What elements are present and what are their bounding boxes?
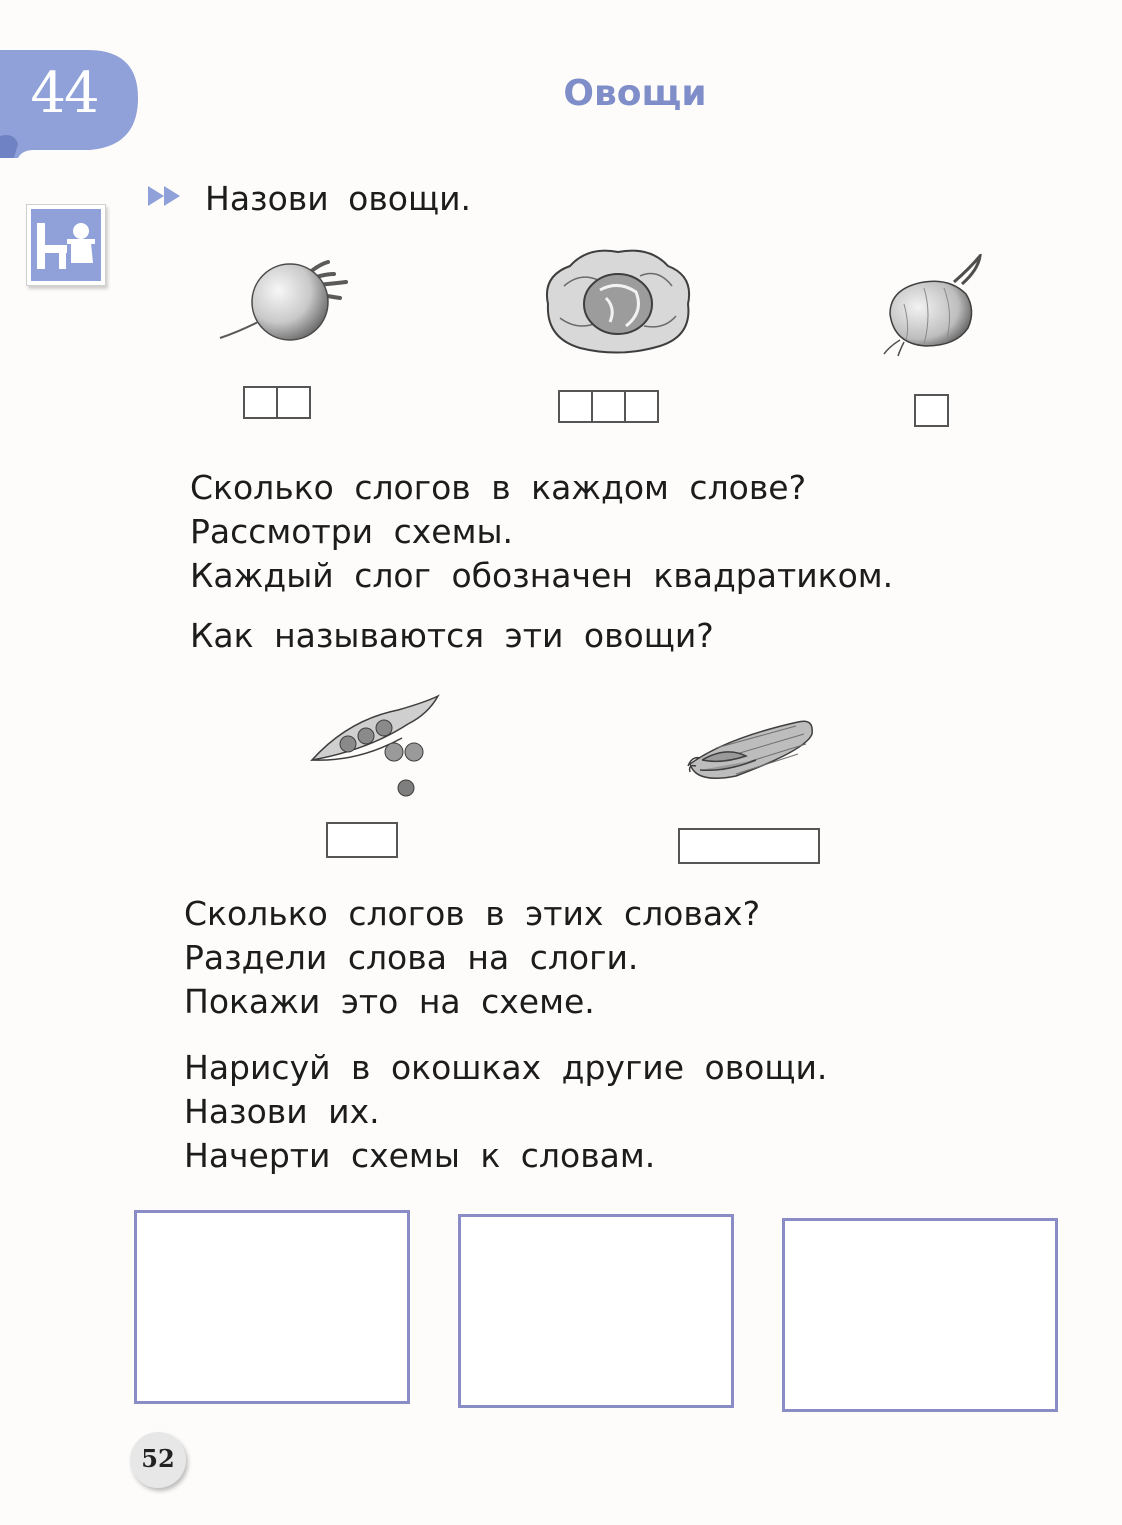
drawing-window-1[interactable] bbox=[134, 1210, 410, 1404]
answer-scheme-peas[interactable] bbox=[326, 822, 398, 858]
text-line: Раздели слова на слоги. bbox=[184, 938, 639, 977]
text-line: Покажи это на схеме. bbox=[184, 982, 595, 1021]
syllable-cell bbox=[558, 390, 593, 423]
double-arrow-icon bbox=[146, 184, 186, 208]
text-line: Каждый слог обозначен квадратиком. bbox=[190, 556, 894, 595]
text-line: Рассмотри схемы. bbox=[190, 512, 514, 551]
turnip-icon bbox=[218, 252, 358, 352]
text-line: Начерти схемы к словам. bbox=[184, 1136, 656, 1175]
lesson-title: Овощи bbox=[563, 73, 707, 114]
corn-icon bbox=[686, 716, 818, 786]
text-line: Как называются эти овощи? bbox=[190, 616, 714, 655]
onion-icon bbox=[884, 256, 980, 356]
lesson-number: 44 bbox=[30, 61, 98, 126]
paragraph-syllables bbox=[190, 466, 893, 598]
syllable-cell bbox=[276, 386, 311, 419]
syllable-scheme-onion bbox=[914, 394, 949, 427]
question-vegetables bbox=[190, 614, 714, 658]
paragraph-draw bbox=[184, 1046, 827, 1178]
text-line: Сколько слогов в каждом слове? bbox=[190, 468, 807, 507]
text-line: Назови их. bbox=[184, 1092, 380, 1131]
syllable-scheme-turnip bbox=[243, 386, 311, 419]
drawing-window-3[interactable] bbox=[782, 1218, 1058, 1412]
page-number: 52 bbox=[141, 1444, 175, 1473]
syllable-cell bbox=[624, 390, 659, 423]
peas-icon bbox=[308, 690, 448, 802]
syllable-cell bbox=[243, 386, 278, 419]
syllable-cell bbox=[914, 394, 949, 427]
paragraph-divide bbox=[184, 892, 760, 1024]
syllable-scheme-cabbage bbox=[558, 390, 659, 423]
text-line: Сколько слогов в этих словах? bbox=[184, 894, 761, 933]
child-at-desk-icon bbox=[26, 204, 106, 286]
drawing-window-2[interactable] bbox=[458, 1214, 734, 1408]
task-intro: Назови овощи. bbox=[205, 179, 472, 218]
syllable-cell bbox=[591, 390, 626, 423]
answer-scheme-corn[interactable] bbox=[678, 828, 820, 864]
text-line: Нарисуй в окошках другие овощи. bbox=[184, 1048, 828, 1087]
cabbage-icon bbox=[540, 246, 696, 358]
